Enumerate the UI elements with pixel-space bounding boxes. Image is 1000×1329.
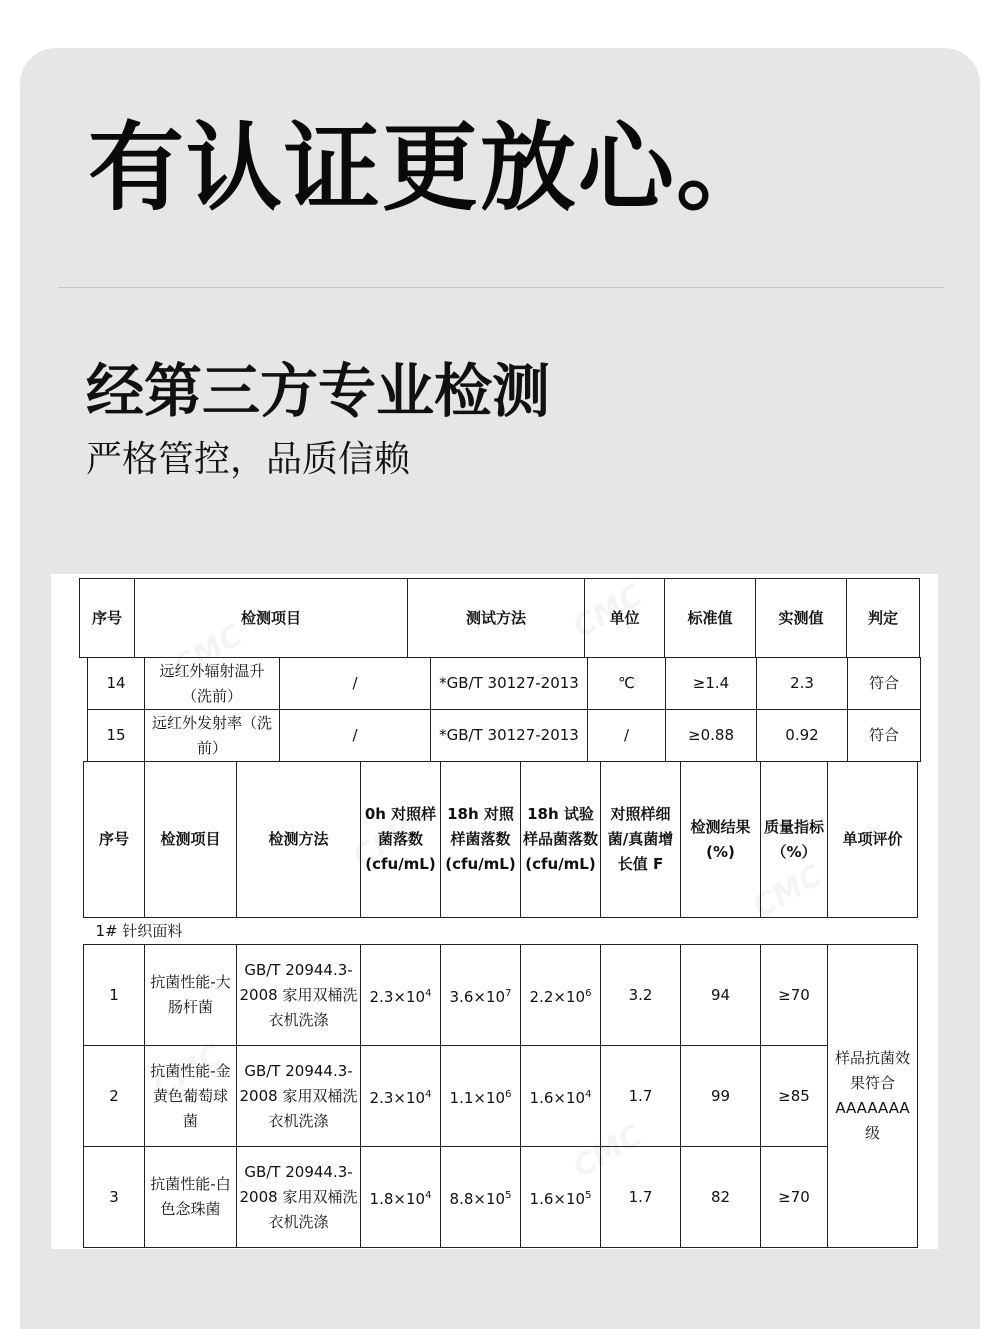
- row-sample-18h: [521, 1147, 601, 1248]
- cell-value: 8.8×10: [449, 1189, 506, 1208]
- header-measured: 实测值: [756, 579, 847, 658]
- exponent: 4: [425, 1189, 432, 1201]
- cell-value: 1.1×10: [449, 1088, 506, 1107]
- header-index: 序号: [80, 579, 135, 658]
- cell-value: 2.3×10: [369, 1088, 426, 1107]
- row-measured: 0.92: [757, 710, 848, 762]
- row-quality-index: ≥85: [761, 1046, 828, 1147]
- header-quality-index: 质量指标（%）: [761, 762, 828, 918]
- row-method: GB/T 20944.3-2008 家用双桶洗衣机洗涤: [237, 945, 361, 1046]
- row-item: 抗菌性能-白色念珠菌: [145, 1147, 237, 1248]
- row-sample-18h: [521, 1046, 601, 1147]
- row-result: 符合: [848, 658, 921, 710]
- row-test-result: 94: [681, 945, 761, 1046]
- row-control-0h: [361, 1046, 441, 1147]
- exponent: 5: [505, 1189, 512, 1201]
- row-control-18h: [441, 1147, 521, 1248]
- section-tagline: 严格管控，品质信赖: [86, 439, 411, 480]
- row-unit: /: [588, 710, 666, 762]
- row-control-18h: [441, 1046, 521, 1147]
- row-index: 1: [84, 945, 145, 1046]
- cell-value: 2.2×10: [529, 987, 586, 1006]
- table-row: [84, 945, 918, 1046]
- header-control-0h: 0h 对照样菌落数(cfu/mL): [361, 762, 441, 918]
- cell-value: 2.3×10: [369, 987, 426, 1006]
- row-quality-index: ≥70: [761, 1147, 828, 1248]
- exponent: 6: [585, 987, 592, 999]
- row-subitem: /: [280, 710, 431, 762]
- header-control-18h: 18h 对照样菌落数(cfu/mL): [441, 762, 521, 918]
- row-method: *GB/T 30127-2013: [431, 658, 588, 710]
- exponent: 4: [425, 987, 432, 999]
- table-row: [84, 1046, 918, 1147]
- row-test-result: 82: [681, 1147, 761, 1248]
- row-item: 远红外发射率（洗前）: [145, 710, 280, 762]
- cell-value: 3.6×10: [449, 987, 506, 1006]
- row-index: 2: [84, 1046, 145, 1147]
- row-index: 15: [88, 710, 145, 762]
- row-result: 符合: [848, 710, 921, 762]
- row-growth-f: 3.2: [601, 945, 681, 1046]
- exponent: 6: [505, 1088, 512, 1100]
- exponent: 7: [505, 987, 512, 999]
- cell-value: 1.6×10: [529, 1088, 586, 1107]
- row-standard: ≥0.88: [666, 710, 757, 762]
- row-method: GB/T 20944.3-2008 家用双桶洗衣机洗涤: [237, 1147, 361, 1248]
- table-row: [88, 710, 921, 762]
- header-result: 判定: [847, 579, 920, 658]
- header-unit: 单位: [585, 579, 665, 658]
- row-test-result: 99: [681, 1046, 761, 1147]
- header-method: 测试方法: [408, 579, 585, 658]
- row-item: 远红外辐射温升（洗前）: [145, 658, 280, 710]
- page-headline: 有认证更放心。: [88, 112, 774, 224]
- row-control-0h: [361, 945, 441, 1046]
- row-sample-18h: [521, 945, 601, 1046]
- header-index: 序号: [84, 762, 145, 918]
- row-method: GB/T 20944.3-2008 家用双桶洗衣机洗涤: [237, 1046, 361, 1147]
- section-label: 1# 针织面料: [84, 918, 918, 945]
- test-report-image: [51, 574, 938, 1249]
- report-header-table: [79, 578, 920, 658]
- row-growth-f: 1.7: [601, 1147, 681, 1248]
- header-growth-f: 对照样细菌/真菌增长值 F: [601, 762, 681, 918]
- section-title: 经第三方专业检测: [86, 357, 551, 425]
- row-quality-index: ≥70: [761, 945, 828, 1046]
- row-item: 抗菌性能-金黄色葡萄球菌: [145, 1046, 237, 1147]
- cell-value: 1.6×10: [529, 1189, 586, 1208]
- header-sample-18h: 18h 试验样品菌落数(cfu/mL): [521, 762, 601, 918]
- row-method: *GB/T 30127-2013: [431, 710, 588, 762]
- exponent: 4: [425, 1088, 432, 1100]
- row-control-18h: [441, 945, 521, 1046]
- row-evaluation: 样品抗菌效果符合AAAAAAA级: [828, 945, 918, 1248]
- exponent: 4: [585, 1088, 592, 1100]
- header-standard: 标准值: [665, 579, 756, 658]
- header-test-result: 检测结果(%): [681, 762, 761, 918]
- row-growth-f: 1.7: [601, 1046, 681, 1147]
- row-subitem: /: [280, 658, 431, 710]
- far-infrared-table: [87, 657, 921, 762]
- antibacterial-table: [83, 761, 918, 1248]
- row-item: 抗菌性能-大肠杆菌: [145, 945, 237, 1046]
- row-measured: 2.3: [757, 658, 848, 710]
- header-item: 检测项目: [135, 579, 408, 658]
- table-row: [88, 658, 921, 710]
- table-row: [84, 1147, 918, 1248]
- header-item: 检测项目: [145, 762, 237, 918]
- cell-value: 1.8×10: [369, 1189, 426, 1208]
- exponent: 5: [585, 1189, 592, 1201]
- row-index: 3: [84, 1147, 145, 1248]
- row-control-0h: [361, 1147, 441, 1248]
- header-method: 检测方法: [237, 762, 361, 918]
- divider: [58, 287, 944, 288]
- row-unit: ℃: [588, 658, 666, 710]
- header-evaluation: 单项评价: [828, 762, 918, 918]
- row-index: 14: [88, 658, 145, 710]
- row-standard: ≥1.4: [666, 658, 757, 710]
